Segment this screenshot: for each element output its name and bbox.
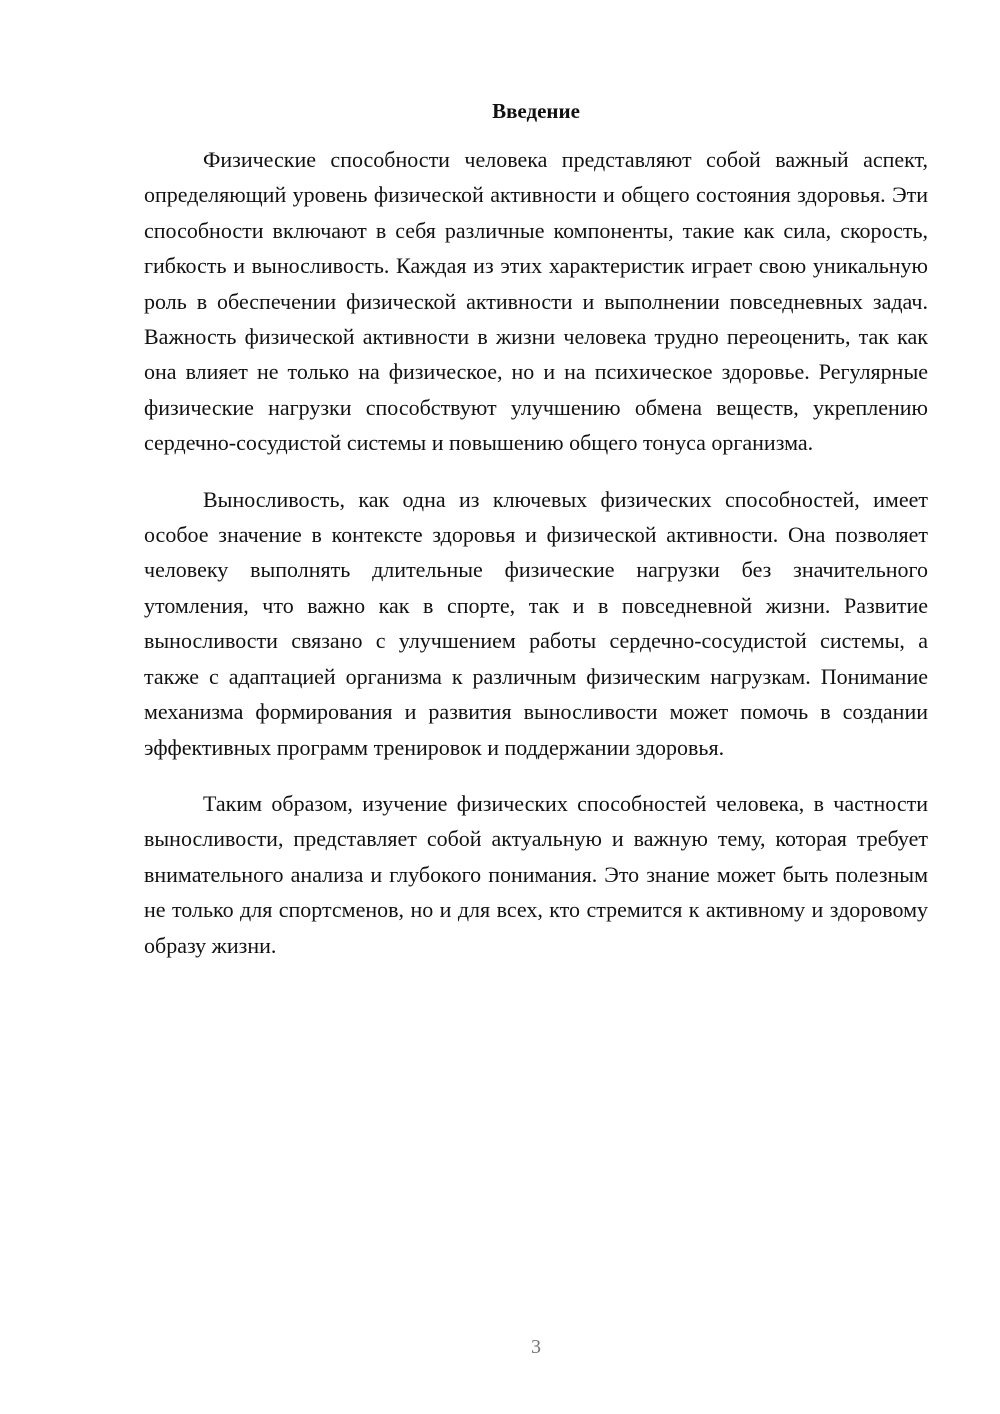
body-text (144, 142, 928, 963)
paragraph-1: Физические способности человека представляют собой важный аспект, определяющий уровень физической активности и общего состояния здоровья. Эти способности включают в себя различные компоненты, такие как сила, скорость, гибкость и выносливость. Каждая из этих характеристик играет свою уникальную роль в обеспечении физической активности и выполнении повседневных задач. Важность физической активности в жизни человека трудно переоценить, так как она влияет не только на физическое, но и на психическое здоровье. Регулярные физические нагрузки способствуют улучшению обмена веществ, укреплению сердечно-сосудистой системы и повышению общего тонуса организма. (144, 147, 928, 456)
paragraph-2: Выносливость, как одна из ключевых физических способностей, имеет особое значение в контексте здоровья и физической активности. Она позволяет человеку выполнять длительные физические нагрузки без значительного утомления, что важно как в спорте, так и в повседневной жизни. Развитие выносливости связано с улучшением работы сердечно-сосудистой системы, а также с адаптацией организма к различным физическим нагрузкам. Понимание механизма формирования и развития выносливости может помочь в создании эффективных программ тренировок и поддержании здоровья. (144, 486, 928, 760)
section-title: Введение (492, 99, 580, 123)
paragraph-3: Таким образом, изучение физических способностей человека, в частности выносливости, представляет собой актуальную и важную тему, которая требует внимательного анализа и глубокого понимания. Это знание может быть полезным не только для спортсменов, но и для всех, кто стремится к активному и здоровому образу жизни. (144, 790, 928, 958)
page-number: 3 (531, 1336, 541, 1358)
